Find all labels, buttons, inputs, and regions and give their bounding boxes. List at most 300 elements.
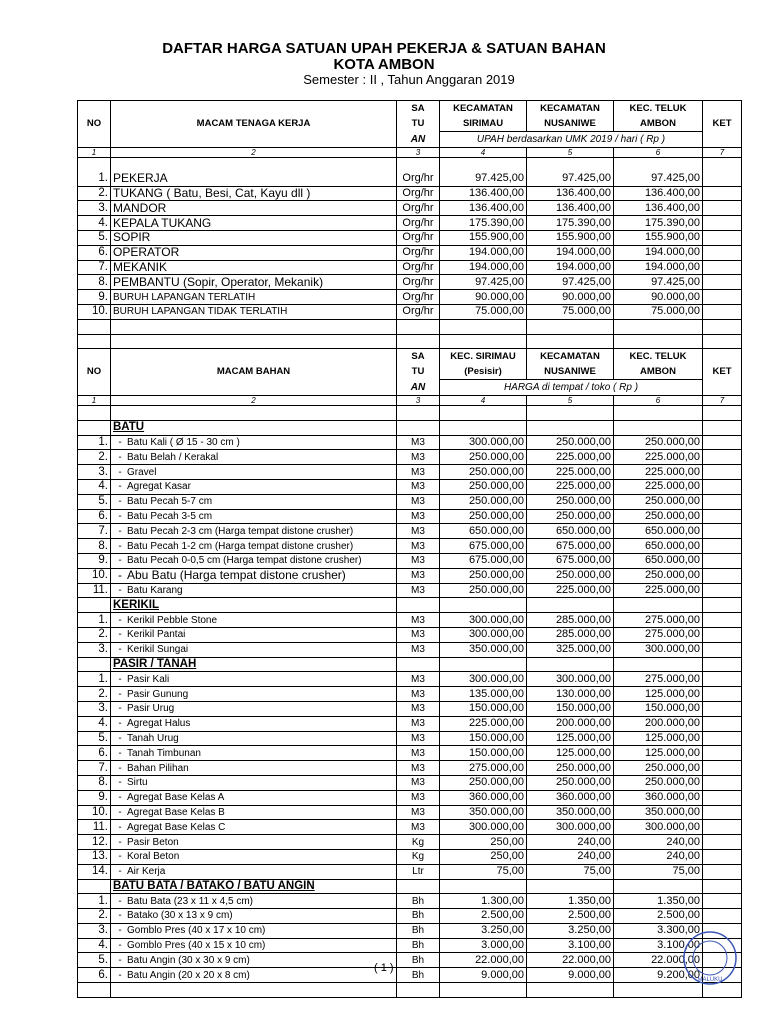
unit-cell: Org/hr: [397, 230, 440, 245]
bullet-dash: -: [118, 688, 122, 700]
price-nusaniwe: 325.000,00: [527, 642, 614, 657]
table-row: [78, 746, 742, 761]
price-nusaniwe: 285.000,00: [527, 613, 614, 628]
ket-cell: [703, 820, 742, 835]
bullet-dash: -: [118, 762, 122, 774]
table-row: [78, 465, 742, 480]
price-sirimau: 97.425,00: [440, 172, 527, 186]
ket-cell: [703, 304, 742, 319]
ket-cell: [703, 731, 742, 746]
ket-cell: [703, 290, 742, 305]
material-label: Bahan Pilihan: [127, 762, 189, 774]
stamp-text: MALUKU: [697, 977, 723, 983]
unit-cell: M3: [397, 524, 440, 539]
worker-type: SOPIR: [111, 230, 397, 245]
header-row: [78, 349, 742, 365]
price-nusaniwe: 194.000,00: [527, 245, 614, 260]
price-teluk-ambon: 97.425,00: [614, 275, 703, 290]
table-row: [78, 553, 742, 568]
material-label: Abu Batu (Harga tempat distone crusher): [127, 568, 346, 583]
table-row: [78, 201, 742, 216]
material-name: [111, 465, 397, 480]
worker-type: BURUH LAPANGAN TERLATIH: [111, 290, 397, 305]
price-teluk-ambon: 9.200,00: [614, 968, 703, 983]
spacer-row: [78, 319, 742, 334]
unit-cell: M3: [397, 805, 440, 820]
price-nusaniwe: 194.000,00: [527, 260, 614, 275]
row-number: 3.: [78, 642, 111, 657]
col-kec-3: AMBON: [614, 116, 703, 132]
price-sirimau: 136.400,00: [440, 186, 527, 201]
col-satuan: TU: [397, 116, 440, 132]
price-teluk-ambon: 200.000,00: [614, 716, 703, 731]
bullet-dash: -: [118, 510, 122, 522]
price-teluk-ambon: 125.000,00: [614, 746, 703, 761]
price-sirimau: 300.000,00: [440, 613, 527, 628]
price-sirimau: 150.000,00: [440, 746, 527, 761]
price-teluk-ambon: 275.000,00: [614, 613, 703, 628]
price-sirimau: 2.500,00: [440, 909, 527, 924]
material-label: Batu Kali ( Ø 15 - 30 cm ): [127, 436, 240, 448]
table-row: [78, 909, 742, 924]
material-label: Gomblo Pres (40 x 17 x 10 cm): [127, 925, 266, 937]
category-title: KERIKIL: [111, 598, 397, 613]
price-teluk-ambon: 250.000,00: [614, 761, 703, 776]
price-sirimau: 9.000,00: [440, 968, 527, 983]
price-sirimau: 175.390,00: [440, 216, 527, 231]
material-name: [111, 642, 397, 657]
material-name: [111, 568, 397, 583]
row-number: 10.: [78, 805, 111, 820]
unit-cell: M3: [397, 687, 440, 702]
index-cell: 3: [397, 148, 440, 158]
semester-label: Semester : II , Tahun Anggaran 2019: [303, 72, 515, 87]
price-sirimau: 250,00: [440, 849, 527, 864]
unit-cell: Bh: [397, 938, 440, 953]
bullet-dash: -: [118, 614, 122, 626]
material-name: [111, 894, 397, 909]
index-cell: 4: [440, 396, 527, 406]
row-number: 2.: [78, 687, 111, 702]
price-nusaniwe: 150.000,00: [527, 701, 614, 716]
ket-cell: [703, 450, 742, 465]
price-nusaniwe: 125.000,00: [527, 731, 614, 746]
price-teluk-ambon: 275.000,00: [614, 627, 703, 642]
material-name: [111, 790, 397, 805]
table-row: [78, 716, 742, 731]
price-sirimau: 155.900,00: [440, 230, 527, 245]
price-sirimau: 136.400,00: [440, 201, 527, 216]
ket-cell: [703, 701, 742, 716]
material-label: Batu Pecah 5-7 cm: [127, 496, 213, 508]
index-cell: 1: [78, 396, 111, 406]
price-teluk-ambon: 300.000,00: [614, 642, 703, 657]
unit-cell: Kg: [397, 849, 440, 864]
price-nusaniwe: 175.390,00: [527, 216, 614, 231]
ket-cell: [703, 201, 742, 216]
row-number: 5.: [78, 731, 111, 746]
col-kec-2: KECAMATAN: [527, 101, 614, 117]
ket-cell: [703, 230, 742, 245]
index-cell: 5: [527, 396, 614, 406]
price-sirimau: 250.000,00: [440, 450, 527, 465]
col-no: NO: [78, 116, 111, 132]
document-title: DAFTAR HARGA SATUAN UPAH PEKERJA & SATUAN BAHAN: [162, 40, 606, 57]
ket-cell: [703, 583, 742, 598]
price-nusaniwe: 225.000,00: [527, 465, 614, 480]
price-nusaniwe: 75.000,00: [527, 304, 614, 319]
col-ket: KET: [703, 116, 742, 132]
price-teluk-ambon: 300.000,00: [614, 820, 703, 835]
category-row: [78, 598, 742, 613]
col-name: MACAM BAHAN: [111, 364, 397, 380]
material-label: Sirtu: [127, 777, 148, 789]
category-row: [78, 420, 742, 435]
material-label: Kerikil Pebble Stone: [127, 614, 218, 626]
table-row: [78, 172, 742, 186]
unit-cell: M3: [397, 479, 440, 494]
column-index-row: [78, 148, 742, 158]
price-sirimau: 275.000,00: [440, 761, 527, 776]
ket-cell: [703, 642, 742, 657]
table-row: [78, 539, 742, 554]
price-sirimau: 650.000,00: [440, 524, 527, 539]
table-row: [78, 524, 742, 539]
header-row: [78, 101, 742, 117]
category-title: PASIR / TANAH: [111, 657, 397, 672]
price-teluk-ambon: 90.000,00: [614, 290, 703, 305]
row-number: 9.: [78, 790, 111, 805]
category-title: BATU BATA / BATAKO / BATU ANGIN: [111, 879, 397, 894]
bullet-dash: -: [118, 836, 122, 848]
unit-cell: M3: [397, 450, 440, 465]
unit-cell: M3: [397, 627, 440, 642]
material-name: [111, 923, 397, 938]
spacer-row: [78, 158, 742, 172]
table-row: [78, 245, 742, 260]
ket-cell: [703, 465, 742, 480]
material-label: Batu Pecah 1-2 cm (Harga tempat distone crusher): [127, 540, 354, 552]
row-number: 10.: [78, 304, 111, 319]
price-nusaniwe: 3.250,00: [527, 923, 614, 938]
material-label: Batu Angin (20 x 20 x 8 cm): [127, 969, 250, 981]
price-teluk-ambon: 136.400,00: [614, 201, 703, 216]
index-cell: 5: [527, 148, 614, 158]
table-row: [78, 509, 742, 524]
table-row: [78, 923, 742, 938]
table-row: [78, 479, 742, 494]
bullet-dash: -: [118, 481, 122, 493]
unit-cell: M3: [397, 553, 440, 568]
ket-cell: [703, 672, 742, 687]
material-label: Gomblo Pres (40 x 15 x 10 cm): [127, 940, 266, 952]
price-sirimau: 350.000,00: [440, 805, 527, 820]
worker-type: PEKERJA: [111, 172, 397, 186]
unit-cell: M3: [397, 701, 440, 716]
price-nusaniwe: 97.425,00: [527, 275, 614, 290]
unit-cell: Org/hr: [397, 275, 440, 290]
table-row: [78, 627, 742, 642]
material-name: [111, 509, 397, 524]
price-teluk-ambon: 275.000,00: [614, 672, 703, 687]
material-name: [111, 672, 397, 687]
col-kec-1: SIRIMAU: [440, 116, 527, 132]
ket-cell: [703, 260, 742, 275]
material-name: [111, 701, 397, 716]
material-name: [111, 627, 397, 642]
bullet-dash: -: [118, 436, 122, 448]
row-number: 12.: [78, 835, 111, 850]
row-number: 14.: [78, 864, 111, 879]
col-kec-3: KEC. TELUK: [614, 101, 703, 117]
spacer-row: [78, 334, 742, 349]
row-number: 2.: [78, 450, 111, 465]
price-teluk-ambon: 240,00: [614, 835, 703, 850]
price-nusaniwe: 3.100,00: [527, 938, 614, 953]
unit-cell: M3: [397, 509, 440, 524]
ket-cell: [703, 761, 742, 776]
unit-cell: Org/hr: [397, 260, 440, 275]
unit-cell: M3: [397, 761, 440, 776]
material-label: Batu Bata (23 x 11 x 4,5 cm): [127, 895, 253, 907]
row-number: 1.: [78, 435, 111, 450]
bullet-dash: -: [118, 451, 122, 463]
category-title: BATU: [111, 420, 397, 435]
unit-cell: M3: [397, 790, 440, 805]
material-name: [111, 775, 397, 790]
material-label: Batu Karang: [127, 584, 183, 596]
row-number: 2.: [78, 627, 111, 642]
col-satuan: AN: [397, 380, 440, 396]
row-number: 8.: [78, 539, 111, 554]
unit-cell: M3: [397, 539, 440, 554]
material-name: [111, 539, 397, 554]
bullet-dash: -: [118, 954, 122, 966]
row-number: 6.: [78, 245, 111, 260]
price-nusaniwe: 675.000,00: [527, 553, 614, 568]
worker-type: KEPALA TUKANG: [111, 216, 397, 231]
price-teluk-ambon: 125.000,00: [614, 731, 703, 746]
price-teluk-ambon: 650.000,00: [614, 553, 703, 568]
unit-cell: Bh: [397, 953, 440, 968]
price-teluk-ambon: 175.390,00: [614, 216, 703, 231]
price-sirimau: 300.000,00: [440, 672, 527, 687]
index-cell: 7: [703, 148, 742, 158]
bullet-dash: -: [118, 496, 122, 508]
price-nusaniwe: 90.000,00: [527, 290, 614, 305]
ket-cell: [703, 746, 742, 761]
unit-cell: Org/hr: [397, 304, 440, 319]
table-row: [78, 805, 742, 820]
col-kec-2: NUSANIWE: [527, 364, 614, 380]
row-number: 6.: [78, 746, 111, 761]
price-teluk-ambon: 22.000,00: [614, 953, 703, 968]
material-name: [111, 479, 397, 494]
price-nusaniwe: 130.000,00: [527, 687, 614, 702]
price-nusaniwe: 200.000,00: [527, 716, 614, 731]
worker-type: OPERATOR: [111, 245, 397, 260]
price-nusaniwe: 225.000,00: [527, 479, 614, 494]
price-sirimau: 194.000,00: [440, 260, 527, 275]
page-number: ( 1 ): [374, 962, 394, 974]
row-number: 1.: [78, 672, 111, 687]
material-label: Agregat Base Kelas A: [127, 792, 225, 804]
price-sirimau: 300.000,00: [440, 435, 527, 450]
unit-cell: M3: [397, 568, 440, 583]
price-sirimau: 250.000,00: [440, 568, 527, 583]
row-number: 4.: [78, 938, 111, 953]
price-nusaniwe: 250.000,00: [527, 568, 614, 583]
index-cell: 2: [111, 396, 397, 406]
ket-cell: [703, 613, 742, 628]
header-row: [78, 380, 742, 396]
row-number: 7.: [78, 524, 111, 539]
price-sirimau: 675.000,00: [440, 553, 527, 568]
row-number: 4.: [78, 716, 111, 731]
material-label: Gravel: [127, 466, 157, 478]
col-kec-1: KECAMATAN: [440, 101, 527, 117]
material-label: Kerikil Sungai: [127, 644, 189, 656]
bullet-dash: -: [118, 806, 122, 818]
material-name: [111, 953, 397, 968]
stamp-inner-ring: [693, 941, 727, 975]
row-number: 1.: [78, 172, 111, 186]
row-number: 2.: [78, 909, 111, 924]
bullet-dash: -: [118, 584, 122, 596]
row-number: 13.: [78, 849, 111, 864]
table-row: [78, 672, 742, 687]
price-sirimau: 97.425,00: [440, 275, 527, 290]
worker-type: MEKANIK: [111, 260, 397, 275]
ket-cell: [703, 553, 742, 568]
price-teluk-ambon: 150.000,00: [614, 701, 703, 716]
document-subtitle-city: KOTA AMBON: [333, 56, 435, 73]
price-nusaniwe: 250.000,00: [527, 775, 614, 790]
price-teluk-ambon: 250.000,00: [614, 494, 703, 509]
bullet-dash: -: [118, 777, 122, 789]
table-row: [78, 290, 742, 305]
price-sirimau: 225.000,00: [440, 716, 527, 731]
price-teluk-ambon: 250.000,00: [614, 509, 703, 524]
bullet-dash: -: [118, 703, 122, 715]
unit-cell: Org/hr: [397, 216, 440, 231]
unit-cell: Bh: [397, 968, 440, 983]
table-row: [78, 731, 742, 746]
index-cell: 6: [614, 148, 703, 158]
price-nusaniwe: 22.000,00: [527, 953, 614, 968]
price-nusaniwe: 225.000,00: [527, 450, 614, 465]
price-sirimau: 250.000,00: [440, 479, 527, 494]
material-label: Tanah Urug: [127, 732, 179, 744]
worker-type: TUKANG ( Batu, Besi, Cat, Kayu dll ): [111, 186, 397, 201]
row-number: 5.: [78, 953, 111, 968]
table-row: [78, 864, 742, 879]
bullet-dash: -: [118, 969, 122, 981]
material-name: [111, 716, 397, 731]
bullet-dash: -: [118, 925, 122, 937]
table-row: [78, 613, 742, 628]
table-row: [78, 230, 742, 245]
price-nusaniwe: 675.000,00: [527, 539, 614, 554]
material-label: Agregat Base Kelas B: [127, 806, 225, 818]
price-sirimau: 90.000,00: [440, 290, 527, 305]
bullet-dash: -: [118, 644, 122, 656]
bullet-dash: -: [118, 895, 122, 907]
row-number: 2.: [78, 186, 111, 201]
unit-cell: Org/hr: [397, 245, 440, 260]
bullet-dash: -: [118, 747, 122, 759]
unit-cell: M3: [397, 435, 440, 450]
material-name: [111, 435, 397, 450]
unit-cell: Kg: [397, 835, 440, 850]
price-sirimau: 300.000,00: [440, 627, 527, 642]
table-row: [78, 275, 742, 290]
unit-cell: M3: [397, 731, 440, 746]
spacer-row: [78, 406, 742, 421]
material-name: [111, 820, 397, 835]
price-nusaniwe: 136.400,00: [527, 186, 614, 201]
table-row: [78, 494, 742, 509]
row-number: 8.: [78, 275, 111, 290]
col-kec-3: KEC. TELUK: [614, 349, 703, 365]
price-teluk-ambon: 2.500,00: [614, 909, 703, 924]
material-name: [111, 968, 397, 983]
price-teluk-ambon: 225.000,00: [614, 583, 703, 598]
ket-cell: [703, 894, 742, 909]
price-sirimau: 75,00: [440, 864, 527, 879]
row-number: 4.: [78, 216, 111, 231]
worker-type: BURUH LAPANGAN TIDAK TERLATIH: [111, 304, 397, 319]
official-stamp: [682, 930, 738, 986]
bullet-dash: -: [118, 540, 122, 552]
price-teluk-ambon: 650.000,00: [614, 524, 703, 539]
price-nusaniwe: 240,00: [527, 835, 614, 850]
col-kec-1: (Pesisir): [440, 364, 527, 380]
price-nusaniwe: 136.400,00: [527, 201, 614, 216]
price-teluk-ambon: 3.300,00: [614, 923, 703, 938]
table-row: [78, 761, 742, 776]
table-row: [78, 938, 742, 953]
col-kec-2: NUSANIWE: [527, 116, 614, 132]
price-nusaniwe: 97.425,00: [527, 172, 614, 186]
unit-cell: M3: [397, 465, 440, 480]
table-row: [78, 701, 742, 716]
unit-cell: Org/hr: [397, 186, 440, 201]
table-row: [78, 216, 742, 231]
price-sirimau: 150.000,00: [440, 731, 527, 746]
index-cell: 2: [111, 148, 397, 158]
price-sirimau: 22.000,00: [440, 953, 527, 968]
material-name: [111, 583, 397, 598]
price-nusaniwe: 250.000,00: [527, 435, 614, 450]
material-name: [111, 938, 397, 953]
row-number: 3.: [78, 201, 111, 216]
material-name: [111, 731, 397, 746]
unit-cell: M3: [397, 775, 440, 790]
bullet-dash: -: [118, 732, 122, 744]
price-sirimau: 250.000,00: [440, 465, 527, 480]
ket-cell: [703, 909, 742, 924]
material-label: Agregat Halus: [127, 718, 191, 730]
worker-type: PEMBANTU (Sopir, Operator, Mekanik): [111, 275, 397, 290]
price-nusaniwe: 155.900,00: [527, 230, 614, 245]
unit-cell: Bh: [397, 923, 440, 938]
price-sirimau: 135.000,00: [440, 687, 527, 702]
material-label: Batu Belah / Kerakal: [127, 451, 219, 463]
price-teluk-ambon: 250.000,00: [614, 775, 703, 790]
col-satuan: SA: [397, 101, 440, 117]
unit-cell: M3: [397, 613, 440, 628]
